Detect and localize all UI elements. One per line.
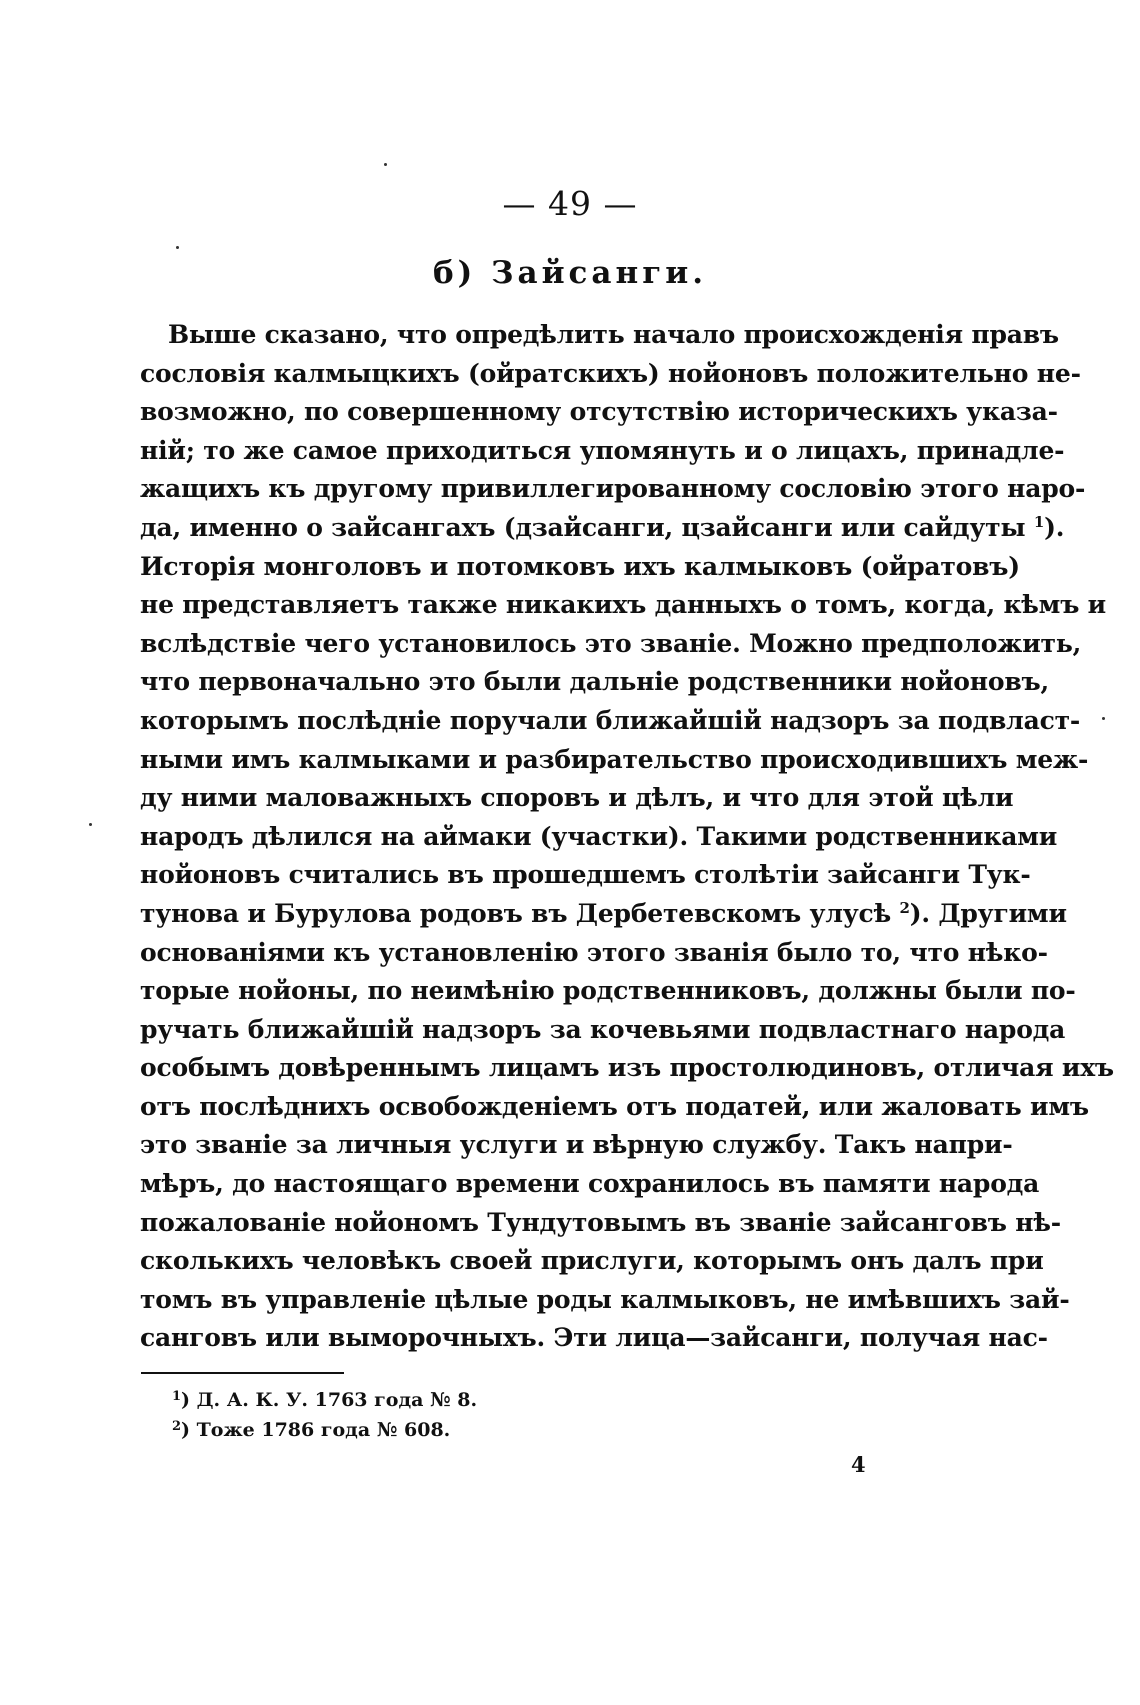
text-line-content: что первоначально это были дальніе родственники нойоновъ, — [140, 667, 1049, 697]
text-line — [140, 663, 1049, 702]
scan-speck — [89, 823, 92, 826]
text-line-content: томъ въ управленіе цѣлые роды калмыковъ, не имѣвшихъ зай- — [140, 1284, 1070, 1314]
footnote-item — [172, 1415, 672, 1445]
text-line — [140, 895, 1067, 934]
text-line-content: ній; то же самое приходиться упомянуть и о лицахъ, принадле- — [140, 435, 1065, 465]
text-line — [140, 934, 1048, 973]
text-line-content: тунова и Бурулова родовъ въ Дербетевскомъ улусѣ — [140, 898, 891, 928]
text-line-content: нойоновъ считались въ прошедшемъ столѣтіи зайсанги Тук- — [140, 860, 1031, 890]
text-line — [140, 972, 1076, 1011]
text-line-continuation: ). Другими — [909, 898, 1067, 928]
text-line-content: ду ними маловажныхъ споровъ и дѣлъ, и что для этой цѣли — [140, 783, 1014, 813]
text-line — [140, 432, 1065, 471]
footnote-marker: 1 — [172, 1389, 182, 1404]
text-line-content: Исторія монголовъ и потомковъ ихъ калмыковъ (ойратовъ) — [140, 551, 1020, 581]
scan-speck — [1102, 717, 1105, 720]
footnote-reference: 2 — [899, 898, 910, 917]
footnote-reference: 1 — [1033, 512, 1045, 531]
text-line-content: сколькихъ человѣкъ своей прислуги, которымъ онъ далъ при — [140, 1246, 1044, 1276]
text-line-content: жащихъ къ другому привиллегированному сословію этого наро- — [140, 474, 1086, 504]
text-line — [140, 509, 1065, 548]
signature-mark: 4 — [851, 1452, 866, 1477]
text-line — [140, 1011, 1066, 1050]
footnote-text: ) Д. А. К. У. 1763 года № 8. — [181, 1389, 478, 1411]
text-line-content: да, именно о зайсангахъ (дзайсанги, цзайсанги или сайдуты — [140, 512, 1026, 542]
footnote-marker: 2 — [172, 1419, 182, 1434]
text-line — [140, 548, 1020, 587]
text-line — [140, 818, 1058, 857]
text-line-content: пожалованіе нойономъ Тундутовымъ въ званіе зайсанговъ нѣ- — [140, 1207, 1061, 1237]
text-line-content: особымъ довѣреннымъ лицамъ изъ простолюдиновъ, отличая ихъ — [140, 1053, 1114, 1083]
footnote-divider — [141, 1372, 344, 1374]
text-line — [140, 393, 1058, 432]
text-line-content: сословія калмыцкихъ (ойратскихъ) нойоновъ положительно не- — [140, 358, 1081, 388]
text-line-content: которымъ послѣдніе поручали ближайшій надзоръ за подвласт- — [140, 705, 1081, 735]
text-line — [140, 586, 1107, 625]
text-line-content: Выше сказано, что опредѣлить начало происхожденія правъ — [168, 320, 1059, 349]
text-line-content: санговъ или выморочныхъ. Эти лица—зайсанги, получая нас- — [140, 1323, 1048, 1353]
text-line — [140, 856, 1031, 895]
section-title: б) Зайсанги. — [432, 255, 707, 291]
scan-speck — [176, 246, 179, 249]
text-line-content: основаніями къ установленію этого званія было то, что нѣко- — [140, 937, 1048, 967]
text-line — [140, 1319, 1048, 1358]
text-line-content: народъ дѣлился на аймаки (участки). Такими родственниками — [140, 821, 1058, 851]
page-number: — 49 — — [502, 184, 638, 223]
text-line-content: это званіе за личныя услуги и вѣрную службу. Такъ напри- — [140, 1130, 1013, 1160]
text-line — [140, 355, 1081, 394]
text-line — [140, 1088, 1089, 1127]
text-line — [140, 1281, 1070, 1320]
text-line-content: ручать ближайшій надзоръ за кочевьями подвластнаго народа — [140, 1014, 1066, 1044]
text-line-content: ными имъ калмыками и разбирательство происходившихъ меж- — [140, 744, 1089, 774]
text-line-content: вслѣдствіе чего установилось это званіе. Можно предположить, — [140, 628, 1082, 658]
text-line-content: торые нойоны, по неимѣнію родственниковъ, должны были по- — [140, 976, 1076, 1006]
text-line — [140, 741, 1089, 780]
text-line-content: мѣръ, до настоящаго времени сохранилось въ памяти народа — [140, 1169, 1040, 1199]
text-line — [140, 1204, 1061, 1243]
footnote-text: ) Тоже 1786 года № 608. — [181, 1419, 451, 1441]
text-line — [140, 702, 1081, 741]
text-line — [140, 779, 1014, 818]
text-line-content: возможно, по совершенному отсутствію историческихъ указа- — [140, 397, 1058, 427]
footnote-item — [172, 1385, 672, 1415]
body-paragraph — [140, 316, 1114, 1358]
scan-speck — [384, 163, 387, 166]
text-line-content: не представляетъ также никакихъ данныхъ о томъ, когда, кѣмъ и — [140, 590, 1107, 620]
text-line — [140, 1165, 1040, 1204]
text-line — [140, 625, 1082, 664]
text-line-continuation: ). — [1044, 512, 1065, 542]
text-line — [140, 470, 1086, 509]
text-line — [140, 1126, 1013, 1165]
footnotes — [172, 1385, 672, 1445]
text-line — [140, 1049, 1114, 1088]
text-line-content: отъ послѣднихъ освобожденіемъ отъ податей, или жаловать имъ — [140, 1091, 1089, 1121]
text-line — [140, 316, 1059, 355]
text-line — [140, 1242, 1044, 1281]
